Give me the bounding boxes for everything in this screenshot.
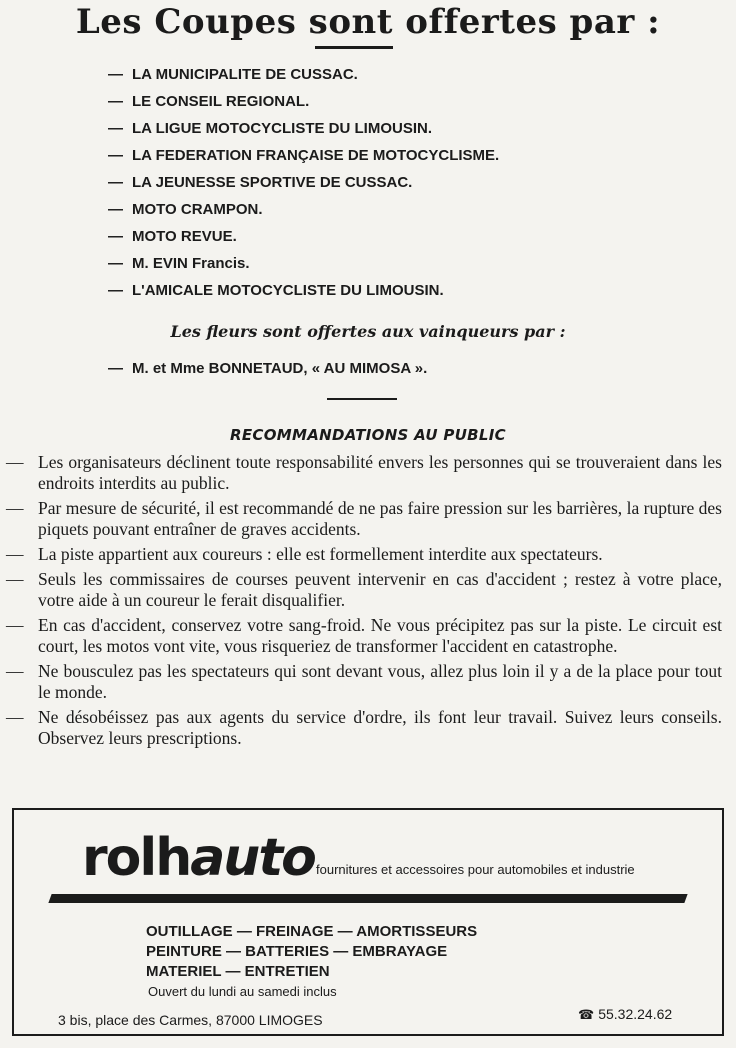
list-item [108, 91, 499, 118]
recommendation-text: Les organisateurs déclinent toute responsabilité envers les personnes qui se trouveraient dans les endroits interdits au public. [38, 452, 722, 493]
rolhauto-advertisement [12, 808, 724, 1036]
list-item [108, 118, 499, 145]
dash-marker: — [6, 452, 24, 472]
phone-number [578, 1006, 672, 1023]
list-item [6, 544, 722, 565]
shop-address: 3 bis, place des Carmes, 87000 LIMOGES [58, 1012, 323, 1028]
dash-marker: — [6, 661, 24, 681]
recommendation-text: Ne désobéissez pas aux agents du service d'ordre, ils font leur travail. Suivez leurs conseils. Observez leurs prescriptions. [38, 707, 722, 748]
dash-marker: — [6, 498, 24, 518]
recommendations-list [6, 452, 722, 753]
dash-marker: — [108, 228, 123, 245]
flowers-donor [108, 360, 427, 377]
dash-marker: — [108, 282, 123, 299]
donor-name: LA JEUNESSE SPORTIVE DE CUSSAC. [132, 174, 413, 191]
donor-name: MOTO REVUE. [132, 228, 237, 245]
list-item [6, 569, 722, 611]
donor-name: M. EVIN Francis. [132, 255, 250, 272]
list-item [108, 172, 499, 199]
list-item [6, 615, 722, 657]
section-divider [327, 398, 397, 400]
recommendation-text: Ne bousculez pas les spectateurs qui sont devant vous, allez plus loin il y a de la place pour tout le monde. [38, 661, 722, 702]
services-list [146, 922, 477, 982]
dash-marker: — [108, 360, 123, 377]
donor-name: LE CONSEIL REGIONAL. [132, 93, 310, 110]
recommendation-text: En cas d'accident, conservez votre sang-froid. Ne vous précipitez pas sur la piste. Le circuit est court, les motos vont vite, vous risqueriez de transformer l'accident en catastrophe. [38, 615, 722, 656]
recommendation-text: Par mesure de sécurité, il est recommandé de ne pas faire pression sur les barrières, la rupture des piquets pouvant entraîner de graves accidents. [38, 498, 722, 539]
services-row: OUTILLAGE — FREINAGE — AMORTISSEURS [146, 923, 478, 940]
list-item [108, 199, 499, 226]
list-item [108, 145, 499, 172]
logo-underline-bar [48, 894, 687, 903]
donor-name: MOTO CRAMPON. [132, 201, 263, 218]
recommendations-heading: RECOMMANDATIONS AU PUBLIC [230, 426, 506, 444]
telephone-icon: ☎ [578, 1007, 595, 1022]
dash-marker: — [6, 569, 24, 589]
dash-marker: — [108, 174, 123, 191]
recommendation-text: Seuls les commissaires de courses peuvent intervenir en cas d'accident ; restez à votre place, votre aide à un coureur le ferait disqualifier. [38, 569, 722, 610]
dash-marker: — [108, 66, 123, 83]
phone-number-text: 55.32.24.62 [598, 1006, 673, 1022]
title-underline [315, 46, 393, 49]
list-item [6, 707, 722, 749]
dash-marker: — [6, 544, 24, 564]
list-item [108, 64, 499, 91]
list-item [6, 498, 722, 540]
donor-name: LA FEDERATION FRANÇAISE DE MOTOCYCLISME. [132, 147, 500, 164]
dash-marker: — [108, 120, 123, 137]
flowers-donor-name: M. et Mme BONNETAUD, « AU MIMOSA ». [132, 360, 428, 377]
ad-tagline: fournitures et accessoires pour automobiles et industrie [316, 862, 635, 877]
dash-marker: — [6, 707, 24, 727]
donor-name: L'AMICALE MOTOCYCLISTE DU LIMOUSIN. [132, 282, 444, 299]
recommendation-text: La piste appartient aux coureurs : elle est formellement interdite aux spectateurs. [38, 544, 603, 564]
dash-marker: — [108, 201, 123, 218]
page-title: Les Coupes sont offertes par : [75, 2, 661, 42]
list-item [108, 226, 499, 253]
list-item [6, 452, 722, 494]
donor-name: LA MUNICIPALITE DE CUSSAC. [132, 66, 358, 83]
logo-text-part1: rolh [82, 828, 191, 888]
list-item [108, 280, 499, 307]
flowers-heading: Les fleurs sont offertes aux vainqueurs par : [170, 322, 566, 341]
dash-marker: — [108, 147, 123, 164]
rolhauto-logo [82, 828, 315, 888]
opening-hours: Ouvert du lundi au samedi inclus [148, 984, 337, 999]
logo-text-part2: auto [190, 828, 315, 888]
list-item [108, 253, 499, 280]
services-row: MATERIEL — ENTRETIEN [146, 963, 330, 980]
donor-name: LA LIGUE MOTOCYCLISTE DU LIMOUSIN. [132, 120, 432, 137]
list-item [6, 661, 722, 703]
dash-marker: — [108, 255, 123, 272]
dash-marker: — [108, 93, 123, 110]
cup-donors-list [108, 64, 499, 307]
dash-marker: — [6, 615, 24, 635]
services-row: PEINTURE — BATTERIES — EMBRAYAGE [146, 943, 448, 960]
